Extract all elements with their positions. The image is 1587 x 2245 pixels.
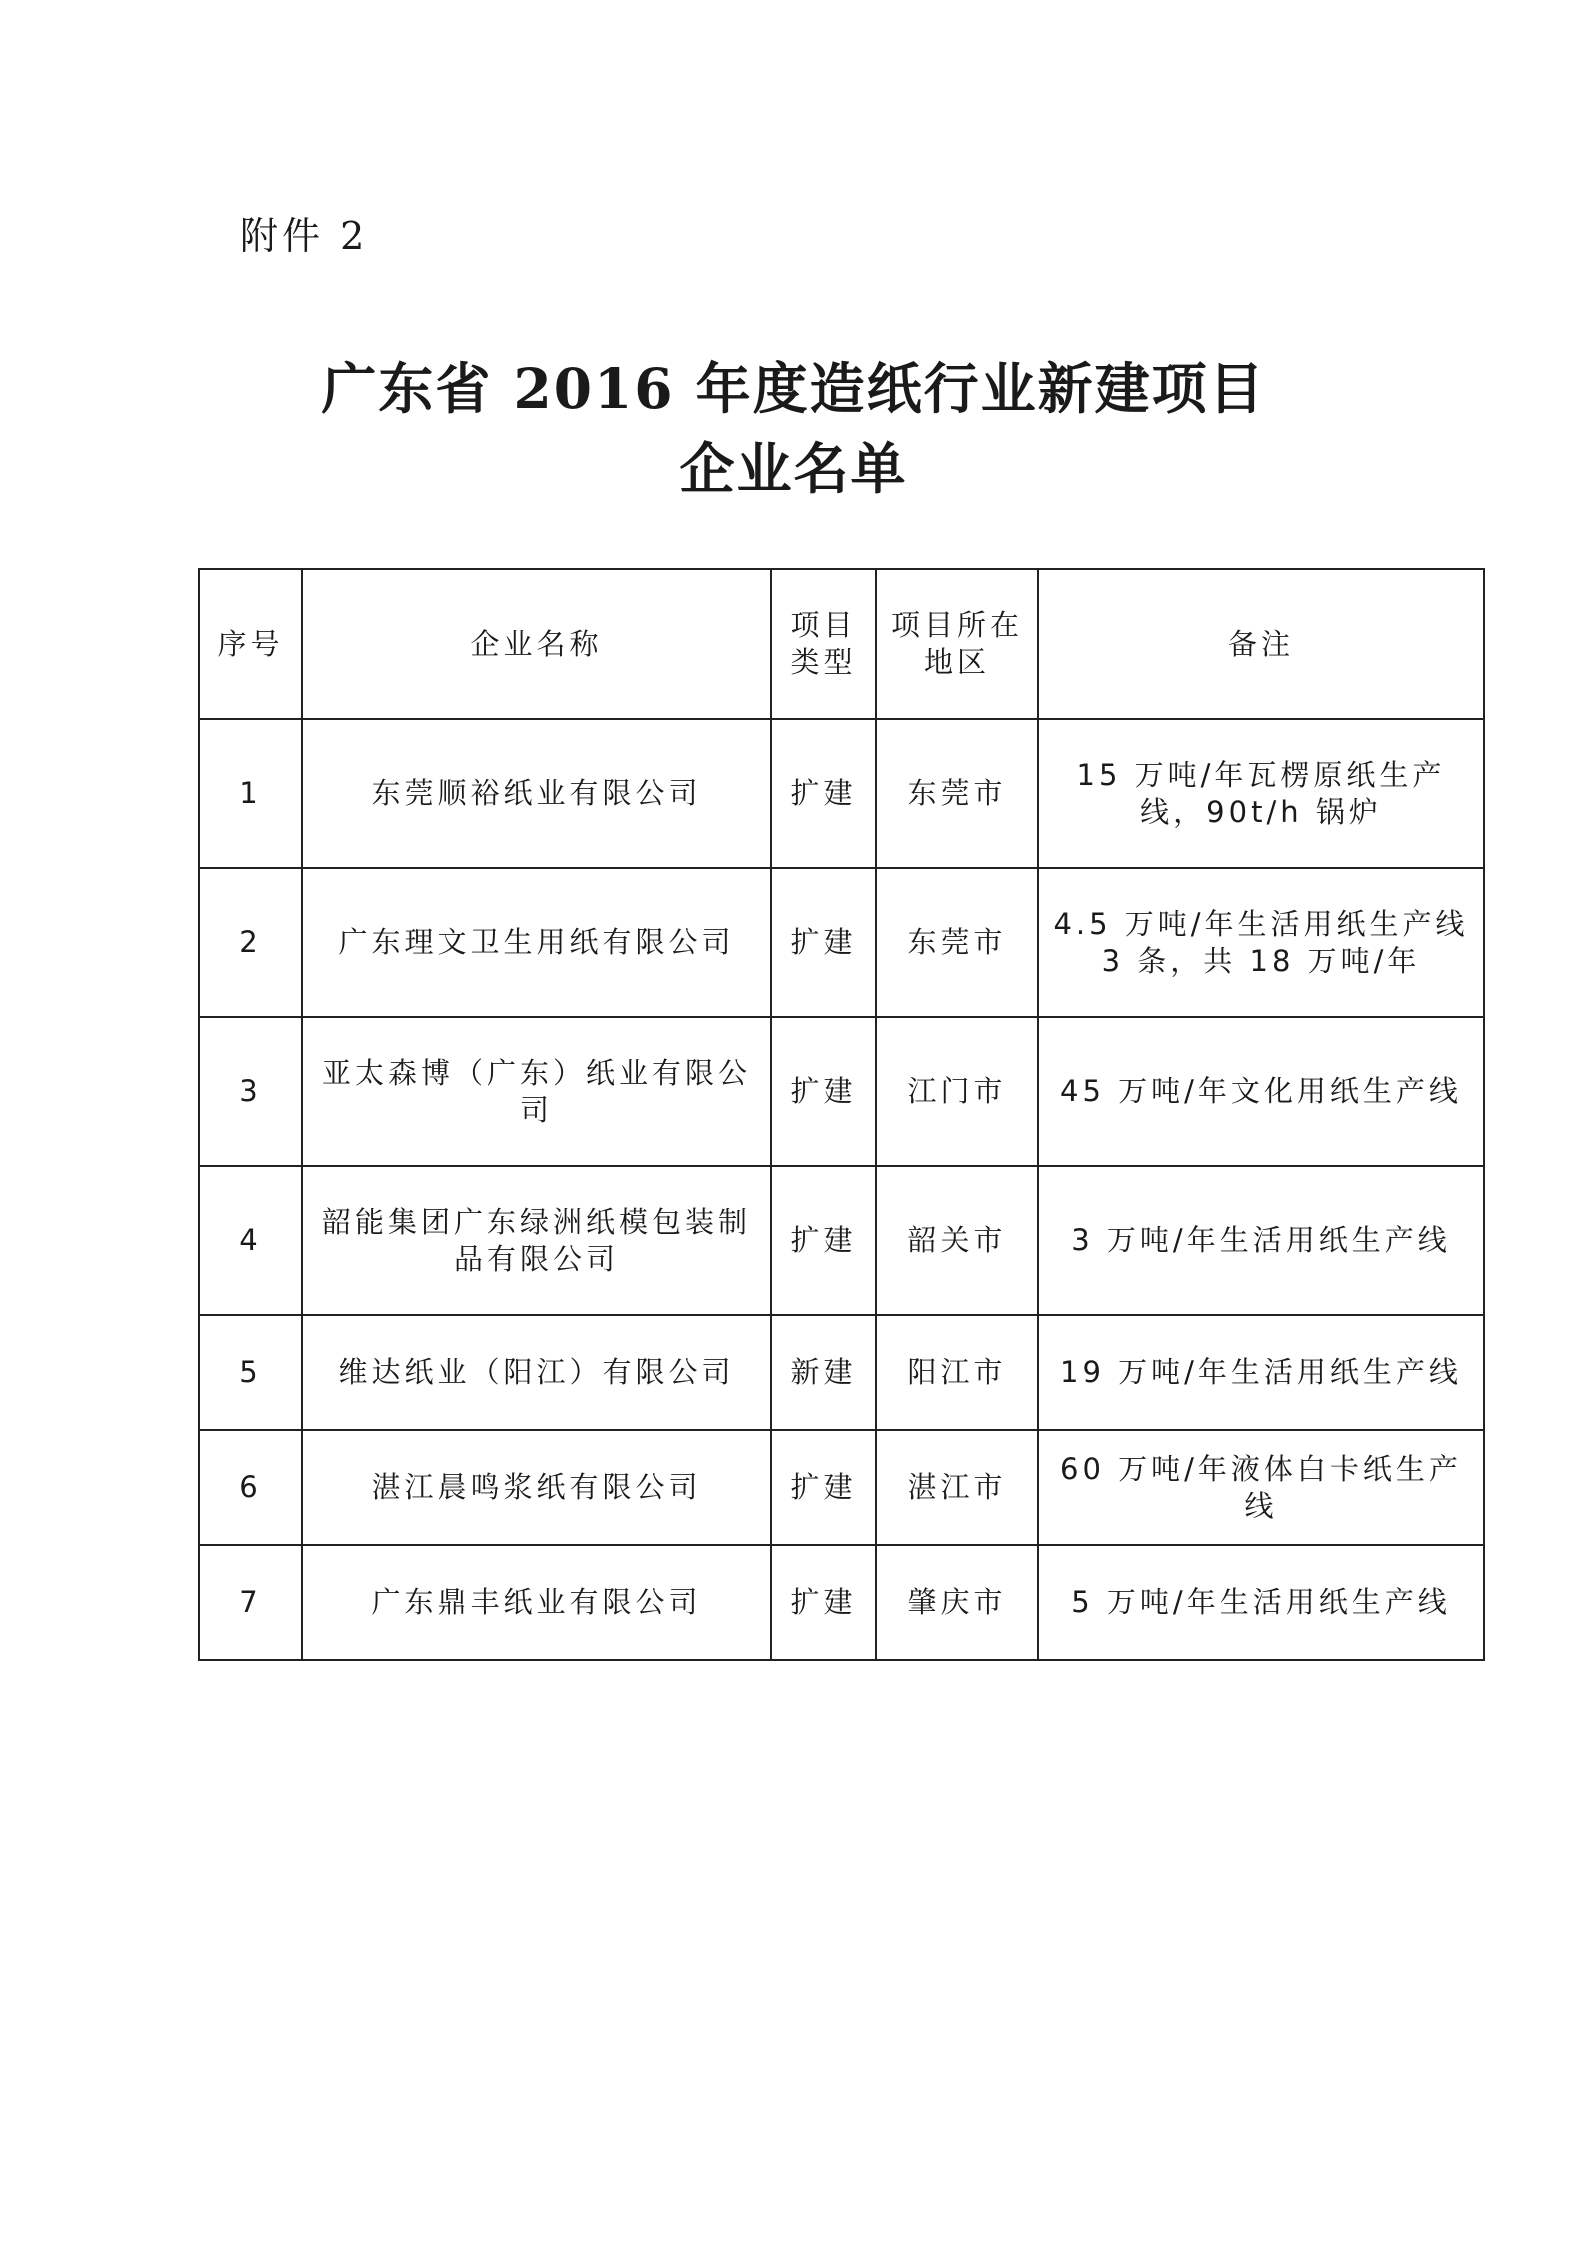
cell-type: 扩建 [771,1430,876,1545]
cell-region: 东莞市 [876,868,1038,1017]
attachment-label: 附件 2 [240,214,369,258]
cell-company: 广东鼎丰纸业有限公司 [302,1545,771,1660]
cell-remark: 60 万吨/年液体白卡纸生产线 [1038,1430,1484,1545]
cell-company: 湛江晨鸣浆纸有限公司 [302,1430,771,1545]
cell-remark: 19 万吨/年生活用纸生产线 [1038,1315,1484,1430]
cell-company: 韶能集团广东绿洲纸模包装制品有限公司 [302,1166,771,1315]
company-list-table [198,568,1485,1661]
cell-company: 维达纸业（阳江）有限公司 [302,1315,771,1430]
table-row [199,1545,1484,1660]
table-row [199,1430,1484,1545]
cell-region: 阳江市 [876,1315,1038,1430]
cell-type: 扩建 [771,1545,876,1660]
header-type: 项目类型 [771,569,876,719]
cell-region: 肇庆市 [876,1545,1038,1660]
table-row [199,1017,1484,1166]
cell-no: 5 [199,1315,302,1430]
document-title-line-2: 企业名单 [679,436,908,501]
header-remark: 备注 [1038,569,1484,719]
cell-company: 东莞顺裕纸业有限公司 [302,719,771,868]
cell-remark: 15 万吨/年瓦楞原纸生产线，90t/h 锅炉 [1038,719,1484,868]
cell-remark: 45 万吨/年文化用纸生产线 [1038,1017,1484,1166]
table-row [199,1315,1484,1430]
cell-no: 7 [199,1545,302,1660]
cell-no: 6 [199,1430,302,1545]
cell-region: 湛江市 [876,1430,1038,1545]
header-region: 项目所在地区 [876,569,1038,719]
cell-no: 4 [199,1166,302,1315]
cell-region: 江门市 [876,1017,1038,1166]
cell-remark: 5 万吨/年生活用纸生产线 [1038,1545,1484,1660]
cell-remark: 4.5 万吨/年生活用纸生产线 3 条，共 18 万吨/年 [1038,868,1484,1017]
table-row [199,1166,1484,1315]
cell-remark: 3 万吨/年生活用纸生产线 [1038,1166,1484,1315]
cell-type: 扩建 [771,719,876,868]
cell-type: 新建 [771,1315,876,1430]
header-no: 序号 [199,569,302,719]
cell-type: 扩建 [771,1017,876,1166]
cell-region: 韶关市 [876,1166,1038,1315]
document-title-line-1: 广东省 2016 年度造纸行业新建项目 [321,356,1266,421]
cell-no: 2 [199,868,302,1017]
header-company: 企业名称 [302,569,771,719]
table-row [199,868,1484,1017]
cell-region: 东莞市 [876,719,1038,868]
table-row [199,719,1484,868]
cell-no: 1 [199,719,302,868]
cell-type: 扩建 [771,1166,876,1315]
cell-company: 广东理文卫生用纸有限公司 [302,868,771,1017]
cell-no: 3 [199,1017,302,1166]
cell-type: 扩建 [771,868,876,1017]
table-header-row [199,569,1484,719]
cell-company: 亚太森博（广东）纸业有限公司 [302,1017,771,1166]
